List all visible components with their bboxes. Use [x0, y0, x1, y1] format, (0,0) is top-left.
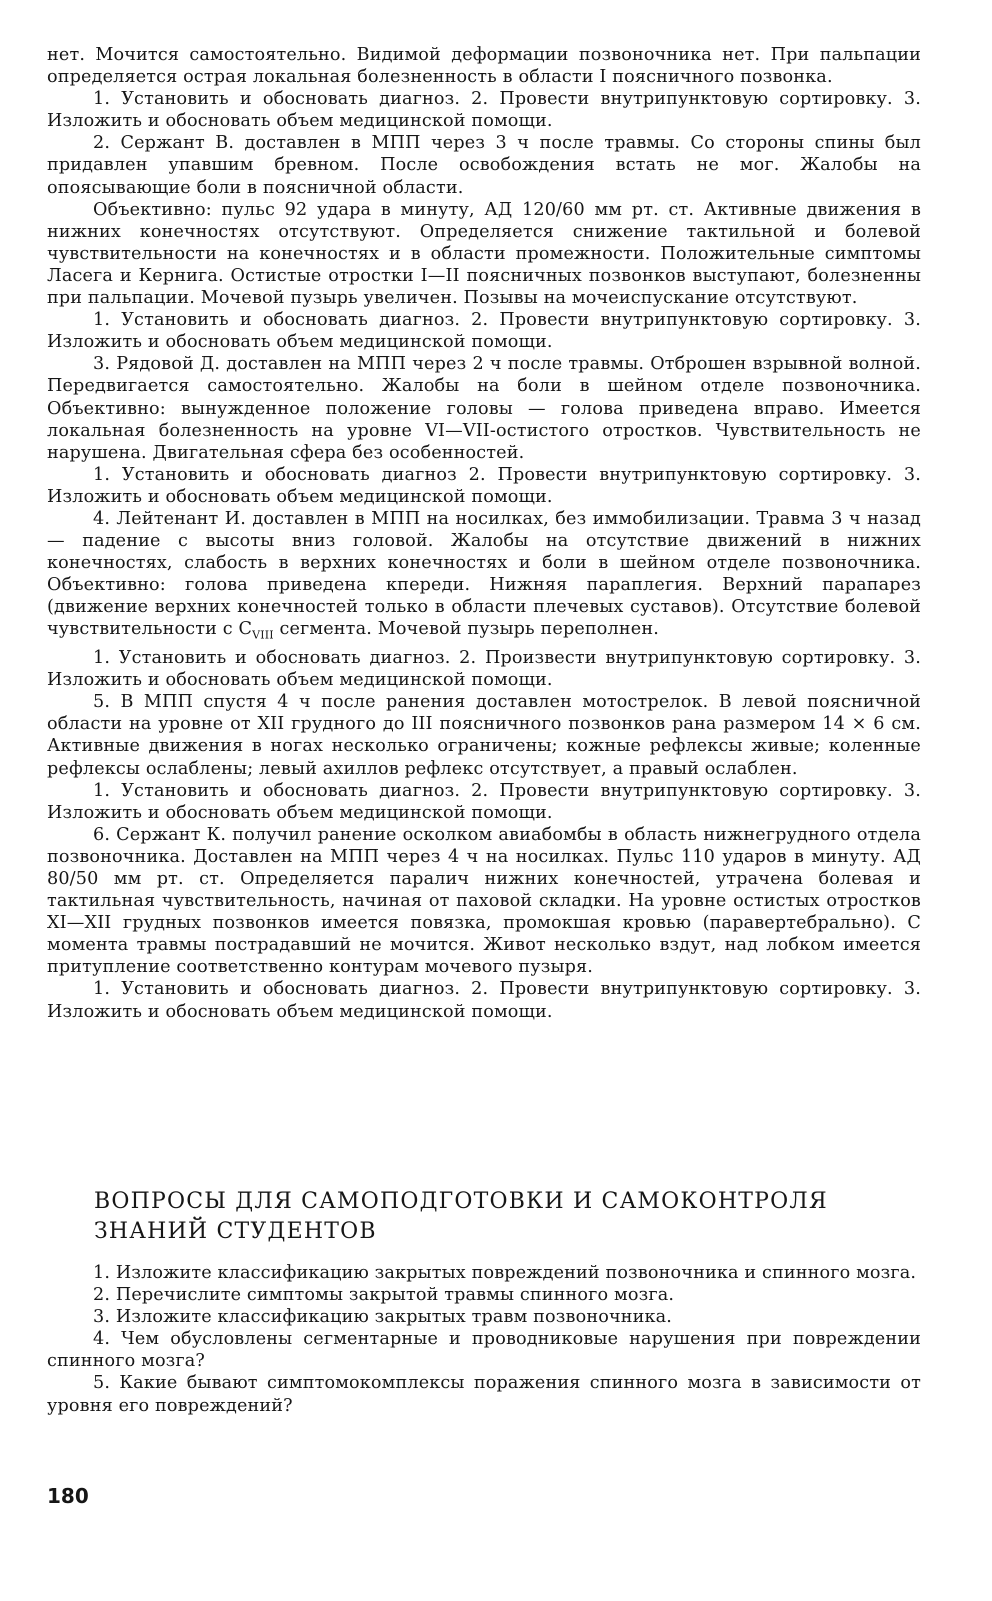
paragraph: 2. Сержант В. доставлен в МПП через 3 ч после травмы. Со стороны спины был придавлен упавшим бревном. После освобождения встать не мог. Жалобы на опоясывающие боли в поясничной области. — [47, 133, 921, 198]
question-item: 2. Перечислите симптомы закрытой травмы спинного мозга. — [93, 1285, 675, 1306]
question-item: 4. Чем обусловлены сегментарные и проводниковые нарушения при повреждении спинного мозга? — [47, 1329, 921, 1372]
paragraph: 1. Установить и обосновать диагноз 2. Провести внутрипунктовую сортировку. 3. Изложить и обосновать объем медицинской помощи. — [47, 464, 921, 507]
paragraph: Объективно: пульс 92 удара в минуту, АД 120/60 мм рт. ст. Активные движения в нижних конечностях отсутствуют. Определяется снижение тактильной и болевой чувствительности на конечностях и в области промежности. Положительные симптомы Ласега и Кернига. Остистые отростки I—II поясничных позвонков выступают, болезненны при пальпации. Мочевой пузырь увеличен. Позывы на мочеиспускание отсутствуют. — [47, 199, 921, 309]
paragraph: 3. Рядовой Д. доставлен на МПП через 2 ч после травмы. Отброшен взрывной волной. Передвигается самостоятельно. Жалобы на боли в шейном отделе позвоночника. Объективно: вынужденное положение головы — голова приведена вправо. Имеется локальная болезненность на уровне VI—VII-остистого отростков. Чувствительность не нарушена. Двигательная сфера без особенностей. — [47, 354, 921, 463]
paragraph: 1. Установить и обосновать диагноз. 2. Произвести внутрипунктовую сортировку. 3. Изложить и обосновать объем медицинской помощи. — [47, 648, 921, 691]
paragraph: нет. Мочится самостоятельно. Видимой деформации позвоночника нет. При пальпации определяется острая локальная болезненность в области I поясничного позвонка. — [47, 45, 921, 88]
question-item: 5. Какие бывают симптомокомплексы поражения спинного мозга в зависимости от уровня его повреждений? — [47, 1373, 921, 1416]
paragraph: 1. Установить и обосновать диагноз. 2. Провести внутрипунктовую сортировку. 3. Изложить и обосновать объем медицинской помощи. — [47, 89, 921, 132]
question-item: 3. Изложите классификацию закрытых травм позвоночника. — [93, 1307, 673, 1328]
paragraph: 6. Сержант К. получил ранение осколком авиабомбы в область нижнегрудного отдела позвоночника. Доставлен на МПП через 4 ч на носилках. Пульс 110 ударов в минуту. АД 80/50 мм рт. ст. Определяется паралич нижних конечностей, утрачена болевая и тактильная чувствительность, начиная от паховой складки. На уровне остистых отростков XI—XII грудных позвонков имеется повязка, промокшая кровью (паравертебрально). С момента травмы пострадавший не мочится. Живот несколько вздут, над лобком имеется притупление соответственно контурам мочевого пузыря. — [47, 824, 921, 978]
paragraph: 1. Установить и обосновать диагноз. 2. Провести внутрипунктовую сортировку. 3. Изложить и обосновать объем медицинской помощи. — [47, 979, 921, 1022]
question-item: 1. Изложите классификацию закрытых повреждений позвоночника и спинного мозга. — [93, 1263, 917, 1283]
case-text-block — [47, 44, 921, 1023]
questions-list — [47, 1262, 921, 1417]
paragraph: 4. Лейтенант И. доставлен в МПП на носилках, без иммобилизации. Травма 3 ч назад — падение с высоты вниз головой. Жалобы на отсутствие движений в нижних конечностях, слабость в верхних конечностях и боли в шейном отделе позвоночника. Объективно: голова приведена кпереди. Нижняя параплегия. Верхний парапарез (движение верхних конечностей только в области плечевых суставов). Отсутствие болевой чувствительности с $C_{VIII}$ сегмента. Мочевой пузырь переполнен. — [47, 508, 921, 642]
section-heading: ВОПРОСЫ ДЛЯ САМОПОДГОТОВКИ И САМОКОНТРОЛЯ ЗНАНИЙ СТУДЕНТОВ — [94, 1189, 828, 1244]
paragraph: 1. Установить и обосновать диагноз. 2. Провести внутрипунктовую сортировку. 3. Изложить и обосновать объем медицинской помощи. — [47, 310, 921, 353]
page-number: 180 — [47, 1484, 89, 1508]
paragraph: 5. В МПП спустя 4 ч после ранения доставлен мотострелок. В левой поясничной области на уровне от XII грудного до III поясничного позвонков рана размером 14 × 6 см. Активные движения в ногах несколько ограничены; кожные рефлексы живые; коленные рефлексы ослаблены; левый ахиллов рефлекс отсутствует, а правый ослаблен. — [47, 692, 921, 779]
paragraph: 1. Установить и обосновать диагноз. 2. Провести внутрипунктовую сортировку. 3. Изложить и обосновать объем медицинской помощи. — [47, 780, 921, 823]
